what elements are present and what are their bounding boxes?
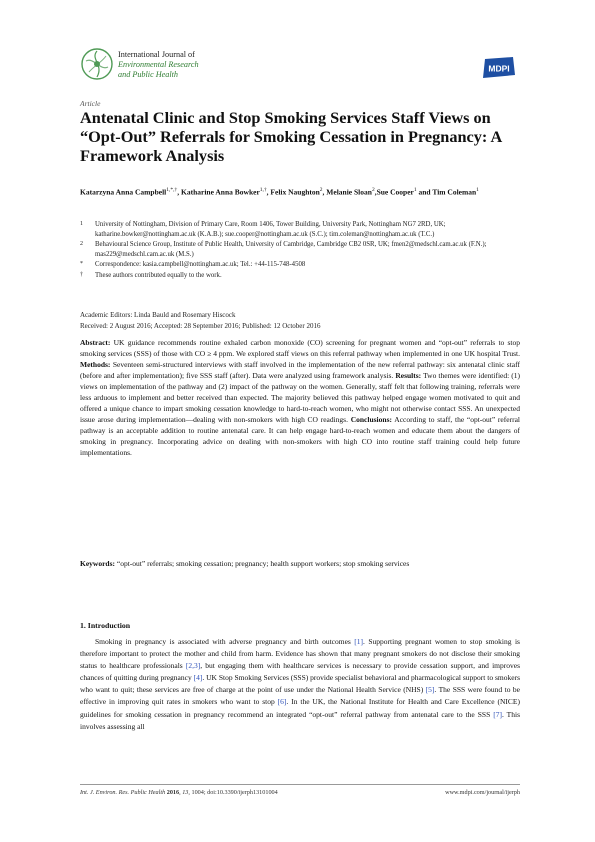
intro-text: Smoking in pregnancy is associated with adverse pregnancy and birth outcomes bbox=[95, 637, 355, 646]
abstract-background: UK guidance recommends routine exhaled carbon monoxide (CO) screening for pregnant women and “opt-out” referrals to stop smoking services (SSS) of those with CO ≥ 4 ppm. We explored staff views on this referral pathway when implemented in one UK hospital Trust. bbox=[80, 338, 520, 358]
affiliation-list bbox=[80, 220, 520, 282]
affiliation-item bbox=[80, 271, 520, 281]
affiliation-item bbox=[80, 220, 520, 239]
footer-journal: Int. J. Environ. Res. Public Health bbox=[80, 789, 166, 796]
abstract-label: Abstract: bbox=[80, 338, 111, 347]
introduction-paragraph bbox=[80, 636, 520, 733]
footer-year: 2016 bbox=[166, 789, 180, 796]
author-affiliation-mark: 1,*,† bbox=[166, 187, 178, 193]
author-name: Tim Coleman bbox=[432, 187, 477, 197]
author-name: Katarzyna Anna Campbell bbox=[80, 187, 167, 197]
author-affiliation-mark: 2 bbox=[319, 187, 323, 193]
affiliation-item bbox=[80, 260, 520, 270]
intro-text: . This involves assessing all bbox=[80, 709, 520, 731]
journal-name bbox=[118, 50, 199, 80]
author-separator: , bbox=[322, 187, 327, 197]
keywords-text: “opt-out” referrals; smoking cessation; pregnancy; health support workers; stop smoking services bbox=[116, 559, 410, 568]
article-title: Antenatal Clinic and Stop Smoking Services Staff Views on “Opt-Out” Referrals for Smoking Cessation in Pregnancy: A Framework Analysis bbox=[80, 108, 502, 165]
citation-link[interactable]: [5] bbox=[425, 685, 435, 695]
mdpi-logo-icon bbox=[481, 55, 517, 81]
author-separator: , bbox=[374, 187, 377, 197]
citation-link[interactable]: [1] bbox=[354, 637, 364, 646]
author-separator: , bbox=[177, 187, 182, 197]
abstract-results: Two themes were identified: (1) views on implementation of the pathway and (2) impact of the pathway on the women. Generally, staff felt that following training, referrals were less arduous to implement and better received than expected. The majority believed this pathway helped engage women motivated to quit and offered a unique chance to impart smoking cessation knowledge to hard-to-reach women, who might not otherwise contact SSS. An unexpected issue arose during implementation—dealing with non-smokers with high CO readings. bbox=[80, 371, 520, 424]
intro-text: . The SSS were found to be effective in improving quit rates in smokers who want to stop bbox=[80, 685, 520, 707]
author-affiliation-mark: 1,† bbox=[259, 187, 267, 193]
affiliation-mark: 2 bbox=[80, 241, 83, 248]
intro-text: . In the UK, the National Institute for Health and Care Excellence (NICE) guidelines for smoking cessation in pregnancy recommend an integrated “opt-out” referral pathway from antenatal care to the SSS bbox=[80, 697, 520, 719]
citation-link[interactable]: [2,3] bbox=[185, 661, 201, 671]
footer-divider bbox=[80, 784, 520, 785]
affiliation-text: Correspondence: kasia.campbell@nottingham.ac.uk; Tel.: +44-115-748-4508 bbox=[95, 261, 306, 269]
affiliation-item bbox=[80, 240, 520, 259]
author-list bbox=[80, 185, 520, 198]
methods-label: Methods: bbox=[80, 360, 111, 369]
journal-name-line1: International Journal of bbox=[118, 50, 195, 59]
article-meta bbox=[80, 310, 520, 332]
author-affiliation-mark: 2 bbox=[371, 187, 375, 193]
results-label: Results: bbox=[395, 371, 422, 380]
affiliation-text: These authors contributed equally to the work. bbox=[95, 271, 222, 279]
keywords bbox=[80, 558, 520, 569]
conclusions-label: Conclusions: bbox=[350, 415, 392, 424]
keywords-label: Keywords: bbox=[80, 559, 115, 568]
affiliation-mark: † bbox=[80, 271, 83, 278]
citation-link[interactable]: [4] bbox=[193, 673, 203, 683]
affiliation-mark: 1 bbox=[80, 221, 83, 227]
academic-editors: Academic Editors: Linda Bauld and Rosemary Hiscock bbox=[80, 311, 236, 319]
abstract-methods: Seventeen semi-structured interviews with staff involved in the implementation of the new referral pathway: six antenatal clinic staff (before and after implementation); five SSS staff (after). Data were analyzed using framework analysis. bbox=[80, 360, 520, 380]
author-affiliation-mark: 1 bbox=[476, 187, 479, 193]
affiliation-text: University of Nottingham, Division of Primary Care, Room 1406, Tower Building, University Park, Nottingham NG7 2RD, UK; katharine.bowker@nottingham.ac.uk (K.A.B.); sue.cooper@nottingham.ac.uk (S.C.); tim.coleman@nottingham.ac.uk (T.C.) bbox=[95, 221, 446, 238]
affiliation-mark: * bbox=[80, 261, 83, 268]
journal-name-line3: and Public Health bbox=[118, 70, 179, 79]
intro-text: . Supporting pregnant women to stop smoking is therefore important to protect the mother and child from harm. Evidence has shown that many pregnant smokers do not disclose their smoking status to healthcare professionals bbox=[80, 637, 520, 671]
footer-url[interactable]: www.mdpi.com/journal/ijerph bbox=[445, 789, 520, 796]
journal-name-line2: Environmental Research bbox=[118, 60, 199, 69]
citation-link[interactable]: [6] bbox=[277, 697, 287, 707]
abstract-conclusions: According to staff, the “opt-out” referral pathway is an acceptable addition to routine antenatal care. It can help engage hard-to-reach women and educate them about the dangers of smoking in pregnancy. Incorporating advice on dealing with non-smokers with high CO into routine staff training could help future implementations. bbox=[80, 415, 520, 457]
author-name: Sue Cooper bbox=[376, 187, 414, 197]
affiliation-text: Behavioural Science Group, Institute of Public Health, University of Cambridge, Cambridge CB2 0SR, UK; fmen2@medschl.cam.ac.uk (F.N.); mas229@medschl.cam.ac.uk (M.S.) bbox=[95, 241, 487, 258]
author-affiliation-mark: 1 bbox=[413, 187, 417, 193]
footer-citation: Int. J. Environ. Res. Public Health 2016, 13, 1004; doi:10.3390/ijerph13101004 bbox=[80, 789, 278, 796]
publisher-text: MDPI bbox=[488, 63, 510, 74]
intro-text: , but engaging them with healthcare services is necessary to provide cessation support, and improves chances of quitting during pregnancy bbox=[80, 661, 520, 683]
footer-article: 1004; doi:10.3390/ijerph13101004 bbox=[191, 789, 278, 796]
footer-volume: 13 bbox=[182, 789, 189, 796]
author-separator: and bbox=[416, 187, 433, 197]
section-heading: 1. Introduction bbox=[80, 621, 131, 630]
citation-link[interactable]: [7] bbox=[493, 709, 502, 719]
author-separator: , bbox=[266, 187, 271, 197]
article-dates: Received: 2 August 2016; Accepted: 28 September 2016; Published: 12 October 2016 bbox=[80, 322, 321, 330]
abstract bbox=[80, 337, 520, 458]
author-name: Melanie Sloan bbox=[326, 187, 372, 197]
article-type: Article bbox=[80, 99, 101, 108]
author-name: Felix Naughton bbox=[270, 187, 320, 197]
author-name: Katharine Anna Bowker bbox=[181, 187, 260, 197]
intro-text: . UK Stop Smoking Services (SSS) provide specialist behavioral and pharmacological support to smokers who want to quit; these services are free of charge at the point of use under the National Health Service (NHS) bbox=[80, 673, 520, 695]
ijerph-logo-icon bbox=[80, 47, 114, 81]
